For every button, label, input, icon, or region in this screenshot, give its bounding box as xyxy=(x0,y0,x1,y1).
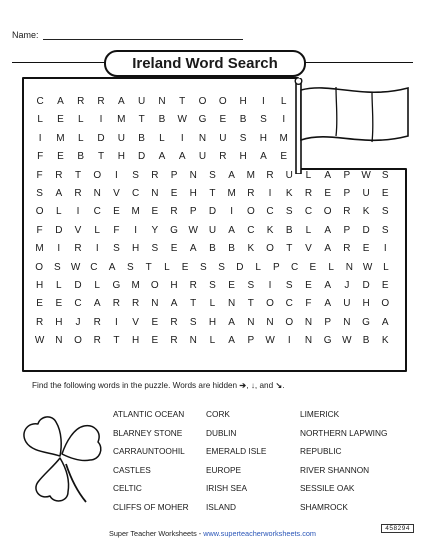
grid-cell[interactable]: I xyxy=(282,114,286,126)
grid-cell[interactable]: V xyxy=(305,243,312,255)
grid-cell[interactable]: L xyxy=(328,261,334,273)
word-list-item: ATLANTIC OCEAN xyxy=(113,409,185,419)
grid-cell[interactable]: T xyxy=(209,187,216,199)
grid-cell[interactable]: I xyxy=(57,243,61,255)
grid-cell[interactable]: V xyxy=(113,187,120,199)
grid-cell[interactable]: E xyxy=(151,316,159,328)
grid-cell[interactable]: N xyxy=(266,316,274,328)
grid-cell[interactable]: D xyxy=(362,224,370,236)
grid-cell[interactable]: S xyxy=(218,261,225,273)
grid-cell[interactable]: N xyxy=(247,316,255,328)
grid-cell[interactable]: L xyxy=(305,169,312,181)
grid-row xyxy=(30,259,395,277)
grid-cell[interactable]: S xyxy=(209,279,216,291)
word-list-item: RIVER SHANNON xyxy=(300,464,370,475)
grid-cell[interactable]: S xyxy=(260,114,267,126)
grid-cell[interactable]: A xyxy=(324,279,331,291)
grid-cell[interactable]: L xyxy=(77,114,84,126)
word-list-item: CORK xyxy=(206,409,230,419)
footer-site: Super Teacher Worksheets xyxy=(109,529,197,538)
grid-cell[interactable]: R xyxy=(93,335,101,347)
grid-row xyxy=(30,332,395,350)
grid-cell[interactable]: P xyxy=(343,224,351,236)
grid-cell[interactable]: F xyxy=(37,151,44,163)
grid-cell[interactable]: O xyxy=(323,206,332,218)
grid-cell[interactable]: R xyxy=(170,335,178,347)
grid-cell[interactable]: F xyxy=(36,169,43,181)
grid-cell[interactable]: S xyxy=(151,243,159,255)
grid-row xyxy=(30,93,395,111)
grid-cell[interactable]: F xyxy=(36,224,43,236)
grid-cell[interactable]: H xyxy=(259,132,268,144)
grid-cell[interactable]: R xyxy=(77,96,85,107)
grid-cell[interactable]: Y xyxy=(151,224,159,236)
grid-cell[interactable]: A xyxy=(93,298,101,310)
grid-cell[interactable]: O xyxy=(266,298,274,310)
grid-cell[interactable]: O xyxy=(74,335,82,347)
instructions-text: Find the following words in the puzzle. Words are hidden xyxy=(32,381,238,390)
letter-grid xyxy=(30,93,395,350)
grid-cell[interactable]: C xyxy=(304,206,313,218)
grid-cell[interactable]: P xyxy=(170,169,178,181)
grid-cell[interactable]: O xyxy=(150,279,159,291)
word-list-item: NORTHERN LAPWING xyxy=(300,427,388,438)
grid-cell[interactable]: M xyxy=(279,132,288,144)
grid-cell[interactable]: T xyxy=(138,114,145,126)
grid-cell[interactable]: A xyxy=(158,151,166,163)
grid-cell[interactable]: D xyxy=(55,224,63,236)
grid-cell[interactable]: I xyxy=(99,114,103,126)
grid-cell[interactable]: R xyxy=(189,279,197,291)
grid-cell[interactable]: N xyxy=(151,187,159,199)
word-list-item: CLIFFS OF MOHER xyxy=(113,501,189,512)
word-list-item: CARRAUNTOOHIL xyxy=(113,446,185,457)
grid-cell[interactable]: B xyxy=(138,132,145,144)
grid-cell[interactable]: D xyxy=(97,132,105,144)
grid-cell[interactable]: H xyxy=(208,316,217,328)
grid-cell[interactable]: I xyxy=(268,187,272,199)
grid-cell[interactable]: C xyxy=(285,298,293,310)
grid-cell[interactable]: T xyxy=(247,298,254,310)
grid-cell[interactable]: U xyxy=(208,224,217,236)
grid-cell[interactable]: H xyxy=(132,335,140,347)
grid-cell[interactable]: L xyxy=(94,224,100,236)
grid-cell[interactable]: T xyxy=(74,169,82,181)
grid-cell[interactable]: S xyxy=(381,169,389,181)
grid-cell[interactable]: M xyxy=(246,169,255,181)
grid-cell[interactable]: E xyxy=(113,206,120,218)
grid-cell[interactable]: A xyxy=(178,151,186,163)
grid-cell[interactable]: W xyxy=(70,261,81,273)
grid-cell[interactable]: N xyxy=(304,335,313,347)
grid-cell[interactable]: W xyxy=(342,335,352,347)
grid-cell[interactable]: L xyxy=(305,224,312,236)
grid-cell[interactable]: E xyxy=(181,261,189,273)
grid-cell[interactable]: L xyxy=(77,132,84,144)
grid-cell[interactable]: A xyxy=(324,298,331,310)
grid-cell[interactable]: O xyxy=(266,243,274,255)
grid-cell[interactable]: E xyxy=(170,243,178,255)
grid-cell[interactable]: S xyxy=(189,316,197,328)
grid-cell[interactable]: I xyxy=(262,96,265,107)
grid-cell[interactable]: B xyxy=(362,335,370,347)
grid-row xyxy=(30,130,395,148)
word-list-item: IRISH SEA xyxy=(206,483,248,494)
grid-row xyxy=(30,240,395,258)
grid-cell[interactable]: B xyxy=(209,243,216,255)
grid-cell[interactable]: C xyxy=(36,96,44,107)
grid-row xyxy=(30,314,395,332)
grid-cell[interactable]: P xyxy=(189,206,197,218)
word-list-item: DUBLIN xyxy=(206,427,237,438)
grid-cell[interactable]: A xyxy=(228,224,235,236)
grid-cell[interactable]: A xyxy=(228,316,235,328)
grid-cell[interactable]: C xyxy=(74,298,82,310)
grid-cell[interactable]: E xyxy=(151,335,159,347)
grid-cell[interactable]: S xyxy=(127,261,134,273)
grid-cell[interactable]: D xyxy=(208,206,217,218)
grid-cell[interactable]: S xyxy=(36,187,43,199)
grid-cell[interactable]: N xyxy=(189,169,197,181)
grid-cell[interactable]: C xyxy=(266,206,274,218)
grid-cell[interactable]: U xyxy=(343,298,351,310)
grid-cell[interactable]: I xyxy=(134,224,137,236)
worksheet-title: Ireland Word Search xyxy=(104,50,306,77)
grid-cell[interactable]: G xyxy=(198,114,207,126)
grid-cell[interactable]: T xyxy=(286,243,293,255)
grid-cell[interactable]: H xyxy=(117,151,125,163)
word-list-item: EUROPE xyxy=(206,464,242,475)
grid-cell[interactable]: P xyxy=(343,187,351,199)
grid-cell[interactable]: S xyxy=(285,279,293,291)
word-list-item: LIMERICK xyxy=(300,409,340,419)
word-list-item: SHAMROCK xyxy=(300,501,348,512)
grid-cell[interactable]: T xyxy=(190,298,197,310)
grid-cell[interactable]: K xyxy=(381,335,389,347)
grid-cell[interactable]: T xyxy=(145,261,152,273)
grid-cell[interactable]: I xyxy=(76,206,80,218)
grid-cell[interactable]: R xyxy=(132,298,140,310)
grid-cell[interactable]: R xyxy=(74,187,82,199)
grid-cell[interactable]: E xyxy=(381,187,389,199)
grid-cell[interactable]: L xyxy=(255,261,261,273)
grid-cell[interactable]: P xyxy=(273,261,280,273)
grid-cell[interactable]: E xyxy=(170,187,178,199)
grid-row xyxy=(30,295,395,313)
grid-cell[interactable]: E xyxy=(362,243,370,255)
grid-cell[interactable]: L xyxy=(37,114,43,126)
grid-cell[interactable]: S xyxy=(209,169,216,181)
grid-cell[interactable]: I xyxy=(115,169,118,181)
grid-cell[interactable]: B xyxy=(239,114,247,126)
footer-url-link[interactable]: www.superteacherworksheets.com xyxy=(203,529,316,538)
grid-cell[interactable]: N xyxy=(158,96,166,107)
grid-cell[interactable]: T xyxy=(179,96,186,107)
grid-cell[interactable]: O xyxy=(198,96,207,107)
grid-cell[interactable]: L xyxy=(383,261,389,273)
word-list-item: REPUBLIC xyxy=(300,446,342,457)
grid-cell[interactable]: B xyxy=(77,151,85,163)
grid-cell[interactable]: C xyxy=(93,206,101,218)
grid-cell[interactable]: F xyxy=(113,224,120,236)
grid-cell[interactable]: I xyxy=(180,132,184,144)
grid-row xyxy=(30,148,395,166)
grid-cell[interactable]: E xyxy=(324,187,331,199)
grid-cell[interactable]: N xyxy=(345,261,353,273)
grid-cell[interactable]: P xyxy=(247,335,255,347)
grid-cell[interactable]: R xyxy=(112,298,121,310)
grid-cell[interactable]: R xyxy=(55,169,63,181)
grid-cell[interactable]: S xyxy=(239,132,247,144)
grid-cell[interactable]: M xyxy=(131,206,140,218)
grid-cell[interactable]: A xyxy=(324,169,331,181)
grid-cell[interactable]: M xyxy=(227,187,236,199)
grid-cell[interactable]: A xyxy=(118,96,125,107)
grid-cell[interactable]: F xyxy=(305,298,312,310)
grid-cell[interactable]: A xyxy=(324,224,331,236)
grid-cell[interactable]: A xyxy=(57,96,64,107)
grid-cell[interactable]: L xyxy=(56,206,62,218)
grid-cell[interactable]: R xyxy=(247,187,255,199)
grid-cell[interactable]: G xyxy=(112,279,121,291)
footer-separator: - xyxy=(196,529,204,538)
grid-cell[interactable]: N xyxy=(93,187,101,199)
grid-cell[interactable]: E xyxy=(57,151,64,163)
grid-cell[interactable]: L xyxy=(280,96,287,107)
grid-cell[interactable]: K xyxy=(247,243,255,255)
grid-cell[interactable]: N xyxy=(228,298,236,310)
grid-cell[interactable]: A xyxy=(170,298,178,310)
diagonal-arrow-icon: ↘ xyxy=(275,381,283,390)
word-list-item: CELTIC xyxy=(113,483,142,494)
grid-cell[interactable]: S xyxy=(285,206,293,218)
grid-cell[interactable]: A xyxy=(108,261,116,273)
grid-cell[interactable]: O xyxy=(35,206,44,218)
grid-cell[interactable]: H xyxy=(239,96,247,107)
grid-cell[interactable]: V xyxy=(74,224,82,236)
grid-cell[interactable]: O xyxy=(246,206,255,218)
grid-cell[interactable]: A xyxy=(55,187,63,199)
grid-cell[interactable]: A xyxy=(324,243,331,255)
grid-cell[interactable]: M xyxy=(131,279,140,291)
grid-cell[interactable]: H xyxy=(55,316,63,328)
grid-cell[interactable]: L xyxy=(94,279,100,291)
grid-cell[interactable]: O xyxy=(35,261,44,273)
grid-cell[interactable]: M xyxy=(117,114,126,126)
grid-cell[interactable]: E xyxy=(228,279,235,291)
grid-cell[interactable]: H xyxy=(170,279,178,291)
grid-cell[interactable]: W xyxy=(34,335,45,347)
grid-cell[interactable]: A xyxy=(260,151,267,163)
grid-cell[interactable]: N xyxy=(55,335,63,347)
grid-cell[interactable]: O xyxy=(218,96,227,107)
grid-cell[interactable]: C xyxy=(90,261,98,273)
grid-cell[interactable]: R xyxy=(97,96,105,107)
grid-cell[interactable]: H xyxy=(35,279,44,291)
grid-cell[interactable]: U xyxy=(138,96,146,107)
grid-cell[interactable]: M xyxy=(35,243,44,255)
right-arrow-icon: ➔ xyxy=(239,381,247,390)
grid-cell[interactable]: K xyxy=(285,187,293,199)
grid-cell[interactable]: N xyxy=(343,316,351,328)
grid-cell[interactable]: R xyxy=(170,316,178,328)
grid-cell[interactable]: H xyxy=(239,151,247,163)
grid-cell[interactable]: O xyxy=(285,316,294,328)
grid-cell[interactable]: O xyxy=(381,298,390,310)
grid-cell[interactable]: H xyxy=(189,187,197,199)
grid-cell[interactable]: E xyxy=(219,114,227,126)
grid-row xyxy=(30,111,395,129)
grid-cell[interactable]: U xyxy=(219,132,227,144)
grid-cell[interactable]: G xyxy=(170,224,178,236)
grid-cell[interactable]: B xyxy=(158,114,166,126)
grid-cell[interactable]: T xyxy=(97,151,105,163)
grid-cell[interactable]: E xyxy=(309,261,317,273)
grid-cell[interactable]: J xyxy=(75,316,81,328)
grid-cell[interactable]: H xyxy=(362,298,370,310)
grid-cell[interactable]: E xyxy=(280,151,288,163)
grid-cell[interactable]: I xyxy=(230,206,234,218)
down-arrow-icon: ↓ xyxy=(250,381,255,390)
grid-cell[interactable]: G xyxy=(362,316,370,328)
grid-cell[interactable]: I xyxy=(383,243,387,255)
grid-cell[interactable]: U xyxy=(117,132,125,144)
grid-cell[interactable]: I xyxy=(268,279,272,291)
grid-row xyxy=(30,185,395,203)
grid-cell[interactable]: L xyxy=(209,335,216,347)
grid-cell[interactable]: C xyxy=(132,187,140,199)
grid-cell[interactable]: L xyxy=(164,261,170,273)
grid-cell[interactable]: G xyxy=(323,335,332,347)
grid-cell[interactable]: D xyxy=(362,279,370,291)
grid-cell[interactable]: R xyxy=(151,169,159,181)
grid-cell[interactable]: U xyxy=(198,151,207,163)
grid-cell[interactable]: C xyxy=(291,261,299,273)
grid-row xyxy=(30,167,395,185)
grid-cell[interactable]: E xyxy=(55,298,63,310)
grid-cell[interactable]: L xyxy=(159,132,165,144)
grid-cell[interactable]: E xyxy=(57,114,64,126)
word-list-item: SESSILE OAK xyxy=(300,483,355,494)
grid-cell[interactable]: N xyxy=(304,316,313,328)
grid-cell[interactable]: S xyxy=(54,261,61,273)
grid-cell[interactable]: P xyxy=(324,316,331,328)
grid-cell[interactable]: N xyxy=(198,132,207,144)
grid-cell[interactable]: J xyxy=(344,279,350,291)
grid-cell[interactable]: D xyxy=(236,261,244,273)
grid-cell[interactable]: E xyxy=(305,279,312,291)
grid-cell[interactable]: S xyxy=(381,224,389,236)
grid-cell[interactable]: R xyxy=(343,206,351,218)
grid-cell[interactable]: K xyxy=(362,206,370,218)
grid-cell[interactable]: S xyxy=(381,206,389,218)
grid-cell[interactable]: R xyxy=(219,151,227,163)
grid-cell[interactable]: I xyxy=(287,335,291,347)
grid-cell[interactable]: D xyxy=(138,151,146,163)
word-list-item: BLARNEY STONE xyxy=(113,427,183,438)
grid-cell[interactable]: R xyxy=(74,243,82,255)
grid-cell[interactable]: M xyxy=(56,132,65,144)
grid-cell[interactable]: D xyxy=(74,279,82,291)
grid-row xyxy=(30,222,395,240)
grid-cell[interactable]: E xyxy=(36,298,43,310)
grid-cell[interactable]: I xyxy=(115,316,118,328)
grid-row xyxy=(30,277,395,295)
grid-cell[interactable]: A xyxy=(189,243,197,255)
grid-cell[interactable]: R xyxy=(343,243,351,255)
word-list-item: EMERALD ISLE xyxy=(206,446,267,457)
grid-cell[interactable]: L xyxy=(209,298,216,310)
grid-cell[interactable]: E xyxy=(151,206,159,218)
grid-cell[interactable]: A xyxy=(381,316,389,328)
grid-row xyxy=(30,203,395,221)
name-label: Name: xyxy=(12,30,39,40)
grid-cell[interactable]: U xyxy=(362,187,370,199)
grid-cell[interactable]: R xyxy=(266,169,274,181)
grid-cell[interactable]: W xyxy=(362,261,373,273)
grid-cell[interactable]: S xyxy=(247,279,255,291)
word-list-item: CASTLES xyxy=(113,464,151,475)
grid-cell[interactable]: T xyxy=(113,335,120,347)
worksheet-code: 458294 xyxy=(381,524,414,533)
grid-cell[interactable]: O xyxy=(93,169,102,181)
grid-cell[interactable]: R xyxy=(93,316,101,328)
grid-cell[interactable]: I xyxy=(38,132,42,144)
grid-cell[interactable]: W xyxy=(265,335,275,347)
grid-cell[interactable]: S xyxy=(200,261,207,273)
grid-cell[interactable]: L xyxy=(56,279,62,291)
grid-cell[interactable]: N xyxy=(189,335,197,347)
instructions-and: and xyxy=(259,381,274,390)
grid-cell[interactable]: C xyxy=(247,224,255,236)
grid-cell[interactable]: W xyxy=(361,169,371,181)
grid-cell[interactable]: H xyxy=(132,243,140,255)
grid-cell[interactable]: V xyxy=(132,316,139,328)
grid-cell[interactable]: U xyxy=(285,169,293,181)
grid-cell[interactable]: I xyxy=(95,243,99,255)
grid-cell[interactable]: S xyxy=(113,243,120,255)
grid-cell[interactable]: S xyxy=(132,169,139,181)
grid-cell[interactable]: R xyxy=(304,187,313,199)
grid-cell[interactable]: A xyxy=(228,169,235,181)
grid-cell[interactable]: K xyxy=(266,224,274,236)
instructions: Find the following words in the puzzle. Words are hidden ➔, ↓, and ↘. xyxy=(32,381,285,390)
grid-cell[interactable]: B xyxy=(228,243,235,255)
grid-cell[interactable]: R xyxy=(35,316,44,328)
grid-cell[interactable]: R xyxy=(170,206,178,218)
grid-cell[interactable]: N xyxy=(151,298,159,310)
grid-cell[interactable]: W xyxy=(177,114,187,126)
grid-cell[interactable]: A xyxy=(228,335,235,347)
grid-cell[interactable]: B xyxy=(285,224,293,236)
grid-cell[interactable]: P xyxy=(343,169,351,181)
grid-cell[interactable]: W xyxy=(188,224,198,236)
grid-cell[interactable]: E xyxy=(381,279,389,291)
word-list-item: ISLAND xyxy=(206,501,236,512)
